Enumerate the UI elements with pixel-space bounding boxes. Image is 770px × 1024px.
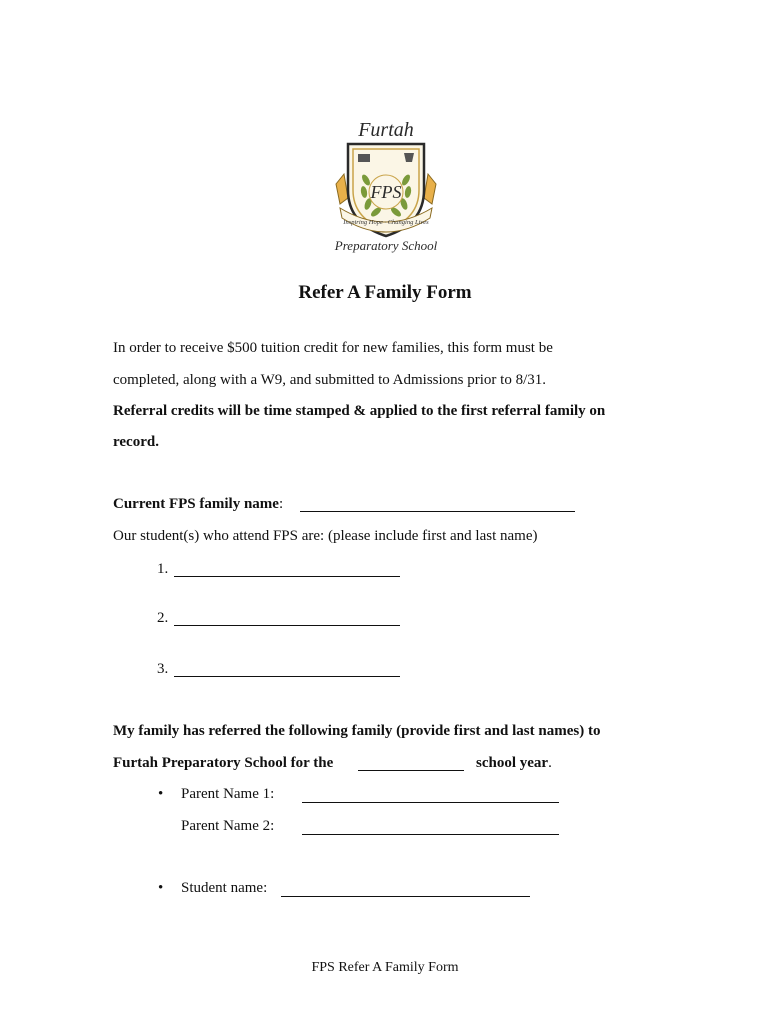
notice-line-2: record. (113, 434, 159, 450)
school-year-label: school year (476, 755, 549, 771)
student-number-2: 2. (157, 610, 169, 626)
intro-line-2: completed, along with a W9, and submitted to Admissions prior to 8/31. (113, 372, 547, 388)
student-name-field-3[interactable] (174, 676, 400, 677)
referral-line-1: My family has referred the following family (provide first and last names) to (113, 723, 601, 739)
student-name-field-2[interactable] (174, 625, 400, 626)
parent1-label: Parent Name 1: (181, 786, 275, 802)
logo-top-text: Furtah (358, 119, 414, 141)
parent2-name-field[interactable] (302, 834, 559, 835)
bullet-student: • (158, 880, 164, 896)
logo-ribbon-text: Inspiring Hope · Changing Lives (343, 219, 429, 226)
students-prompt: Our student(s) who attend FPS are: (please include first and last name) (113, 528, 538, 544)
parent1-name-field[interactable] (302, 802, 559, 803)
student-name-field-1[interactable] (174, 576, 400, 577)
referral-period: . (548, 755, 552, 771)
bullet-parent: • (158, 786, 164, 802)
current-family-label-text: Current FPS family name (113, 496, 279, 512)
student-number-1: 1. (157, 561, 169, 577)
form-title: Refer A Family Form (298, 282, 472, 303)
logo-monogram: FPS (370, 182, 402, 202)
referred-student-name-field[interactable] (281, 896, 530, 897)
student-name-label: Student name: (181, 880, 268, 896)
student-number-3: 3. (157, 661, 169, 677)
school-year-field[interactable] (358, 770, 464, 771)
parent2-label: Parent Name 2: (181, 818, 275, 834)
notice-line-1: Referral credits will be time stamped & applied to the first referral family on (113, 403, 606, 419)
school-logo (326, 112, 446, 260)
intro-line-1: In order to receive $500 tuition credit for new families, this form must be (113, 340, 553, 356)
current-family-colon: : (278, 496, 284, 512)
logo-bottom-text: Preparatory School (334, 238, 438, 253)
current-family-label (113, 496, 283, 513)
referral-line-2-pre: Furtah Preparatory School for the (113, 755, 334, 771)
current-family-name-field[interactable] (300, 511, 575, 512)
referral-line-2-post (476, 755, 552, 772)
page-footer: FPS Refer A Family Form (311, 960, 459, 975)
